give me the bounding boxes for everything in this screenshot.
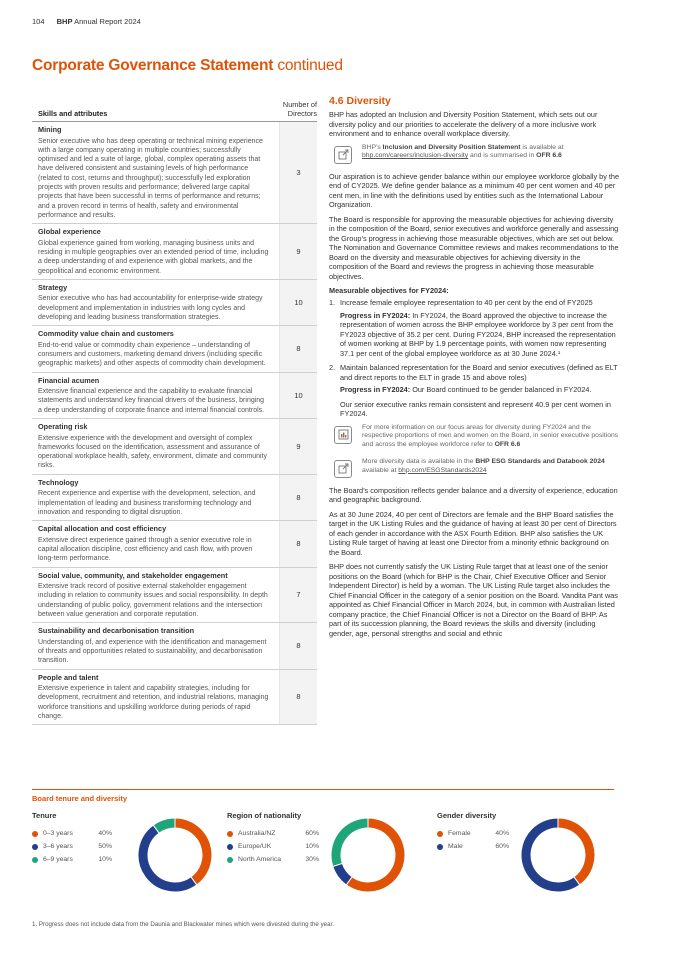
skill-cell bbox=[32, 122, 277, 223]
legend-label: 3–6 years bbox=[43, 843, 73, 850]
director-count: 10 bbox=[279, 280, 317, 325]
skill-title: Capital allocation and cost efficiency bbox=[38, 524, 167, 534]
director-count: 7 bbox=[279, 568, 317, 623]
diversity-paragraph-4: The Board’s composition reflects gender balance and a diversity of experience, education and geographic background. bbox=[329, 485, 618, 505]
diversity-title: 4.6 Diversity bbox=[329, 95, 391, 107]
legend-value: 60% bbox=[305, 830, 319, 837]
directors-column-header: Number of Directors bbox=[282, 100, 317, 118]
director-count: 9 bbox=[279, 419, 317, 474]
tenure-legend bbox=[32, 827, 112, 866]
region-legend bbox=[227, 827, 319, 866]
legend-item bbox=[227, 853, 319, 866]
skill-title: Global experience bbox=[38, 227, 101, 237]
legend-swatch bbox=[227, 831, 233, 837]
director-count: 8 bbox=[279, 326, 317, 371]
skill-description: End-to-end value or commodity chain experience – understanding of consumers and customers, marketing demand drivers (including specific geographic markets) and other aspects of commodity chain development. bbox=[38, 341, 266, 368]
page-title bbox=[32, 57, 343, 75]
director-count: 9 bbox=[279, 224, 317, 279]
callout3-mid: available at bbox=[362, 466, 399, 474]
legend-label: North America bbox=[238, 856, 282, 863]
legend-swatch bbox=[437, 831, 443, 837]
director-count: 3 bbox=[279, 122, 317, 223]
table-row bbox=[32, 623, 317, 669]
legend-label: Australia/NZ bbox=[238, 830, 276, 837]
donut-slice bbox=[331, 818, 368, 866]
chart-icon bbox=[334, 426, 352, 444]
title-continued: continued bbox=[277, 57, 343, 74]
skill-title: Strategy bbox=[38, 282, 68, 292]
skills-column-header: Skills and attributes bbox=[38, 109, 108, 118]
table-row bbox=[32, 568, 317, 624]
objective-2-text: Maintain balanced representation for the Board and senior executives (defined as ELT and direct reports to the ELT in grade 15 and above roles) bbox=[340, 363, 618, 382]
objective-1-progress bbox=[340, 311, 619, 359]
legend-item bbox=[227, 827, 319, 840]
external-link-icon bbox=[334, 460, 352, 478]
title-main: Corporate Governance Statement bbox=[32, 57, 274, 74]
legend-value: 10% bbox=[98, 856, 112, 863]
gender-donut-chart bbox=[518, 815, 598, 895]
legend-value: 40% bbox=[495, 830, 509, 837]
legend-swatch bbox=[32, 844, 38, 850]
legend-swatch bbox=[227, 857, 233, 863]
board-tenure-title: Board tenure and diversity bbox=[32, 794, 128, 803]
objective-2 bbox=[329, 363, 619, 382]
legend-value: 30% bbox=[305, 856, 319, 863]
diversity-paragraph-5: As at 30 June 2024, 40 per cent of Directors are female and the BHP Board satisfies the target in the UK Listing Rules and the guidance of having at least 30 per cent of Directors of each gender in accordance with the ASX Fourth Edition. BHP also satisfies the UK Listing Rule target of having at least one Director from a minority ethnic background on the Board. bbox=[329, 509, 617, 557]
skill-description: Extensive financial experience and the capability to evaluate financial statements and understand key financial drivers of the business, bringing a deep understanding of corporate finance and internal financial controls. bbox=[38, 388, 265, 414]
callout3-pre: More diversity data is available in the bbox=[362, 457, 476, 465]
skill-description: Senior executive who has deep operating or technical mining experience with a large company operating in multiple countries; successfully optimised and led a suite of large, global, complex operating assets that have delivered consistent and sustaining levels of high performance (related to cost, returns and throughput); successfully led exploration projects with proven results and performance; delivered large capital projects that have been successful in terms of performance and returns; and a proven record in terms of health, safety and environmental performance and results. bbox=[38, 137, 263, 219]
skill-description: Global experience gained from working, managing business units and residing in multiple geographies over an extended period of time, including a deep understanding of and experience with global markets, and the geopolitical and economic environment. bbox=[38, 239, 269, 275]
skill-title: Financial acumen bbox=[38, 375, 100, 385]
skill-title: Sustainability and decarbonisation transition bbox=[38, 626, 195, 636]
callout1-bold: Inclusion and Diversity Position Statement bbox=[382, 143, 521, 151]
skill-cell bbox=[32, 568, 277, 623]
skill-title: Mining bbox=[38, 125, 62, 134]
footnote: 1. Progress does not include data from the Daunia and Blackwater mines which were divested during the year. bbox=[32, 921, 334, 928]
skills-table-header bbox=[32, 96, 317, 122]
gender-chart-title: Gender diversity bbox=[437, 811, 497, 820]
legend-label: Female bbox=[448, 830, 471, 837]
skill-title: Technology bbox=[38, 477, 79, 487]
legend-swatch bbox=[227, 844, 233, 850]
legend-value: 40% bbox=[98, 830, 112, 837]
objective-1-progress-label: Progress in FY2024: bbox=[340, 310, 411, 320]
director-count: 10 bbox=[279, 373, 317, 418]
legend-value: 50% bbox=[98, 843, 112, 850]
callout-esg-databook bbox=[329, 458, 619, 478]
table-row bbox=[32, 521, 317, 567]
page-header bbox=[32, 17, 141, 26]
diversity-section bbox=[329, 95, 619, 643]
table-row bbox=[32, 670, 317, 726]
skill-cell bbox=[32, 326, 277, 371]
skill-description: Extensive track record of positive external stakeholder engagement including in relation to community issues and social responsibility. In depth understanding of public policy, government relations and the intersection between value generation and corporate reputation. bbox=[38, 583, 268, 618]
table-row bbox=[32, 475, 317, 521]
legend-item bbox=[32, 840, 112, 853]
table-row bbox=[32, 373, 317, 419]
skill-cell bbox=[32, 280, 277, 325]
skill-description: Understanding of, and experience with the identification and management of threats and opportunities related to sustainability, and decarbonisation transition. bbox=[38, 638, 267, 665]
skill-cell bbox=[32, 521, 277, 566]
skill-title: People and talent bbox=[38, 672, 99, 682]
skill-description: Extensive experience in talent and capability strategies, including for development, recruitment and retention, and industrial relations, managing workforce transitions and upskilling workforce during periods of rapid change. bbox=[38, 685, 269, 720]
diversity-paragraph-1: BHP has adopted an Inclusion and Diversity Position Statement, which sets out our diversity policy and our priorities to accelerate the delivery of a more inclusive work environment and to enhance overall workplace diversity. bbox=[329, 110, 598, 138]
table-row bbox=[32, 326, 317, 372]
legend-label: 0–3 years bbox=[43, 830, 73, 837]
skill-description: Senior executive who has had accountability for enterprise-wide strategy development and implementation in industries with long cycles and developing and leading business transformation strategies. bbox=[38, 295, 263, 321]
legend-value: 60% bbox=[495, 843, 509, 850]
skill-description: Extensive experience with the development and oversight of complex frameworks focused on the identification, assessment and assurance of operational workplace health, safety, environment, climate and community risks. bbox=[38, 434, 268, 470]
callout3-link[interactable]: bhp.com/ESGStandards2024 bbox=[398, 466, 487, 474]
tenure-donut-chart bbox=[135, 815, 215, 895]
legend-swatch bbox=[437, 844, 443, 850]
skills-table-body bbox=[32, 122, 317, 725]
objectives-heading: Measurable objectives for FY2024: bbox=[329, 286, 449, 295]
objective-2-progress bbox=[340, 385, 619, 395]
callout1-link[interactable]: bhp.com/careers/inclusion-diversity bbox=[362, 152, 469, 160]
legend-label: 6–9 years bbox=[43, 856, 73, 863]
objective-2-progress-label: Progress in FY2024: bbox=[340, 385, 411, 394]
callout2-ref[interactable]: OFR 6.6 bbox=[494, 441, 521, 449]
legend-item bbox=[32, 827, 112, 840]
diversity-paragraph-3: The Board is responsible for approving the measurable objectives for achieving diversity in the composition of the Board, senior executives and workforce generally and assessing the Group’s progress in achieving those measurable objectives, which are set out below. The Nomination and Governance Committee reviews and makes recommendations to the Board on the diversity and measurable objectives for achieving diversity in the composition of the Board and reviews the progress in achieving those measurable objectives. bbox=[329, 214, 619, 281]
objective-2-extra: Our senior executive ranks remain consistent and represent 40.9 per cent women in FY2024. bbox=[340, 399, 611, 418]
legend-item bbox=[32, 853, 112, 866]
legend-label: Europe/UK bbox=[238, 843, 272, 850]
callout1-pre: BHP’s bbox=[362, 143, 383, 151]
external-link-icon bbox=[334, 146, 352, 164]
legend-item bbox=[437, 840, 509, 853]
director-count: 8 bbox=[279, 521, 317, 566]
skill-title: Operating risk bbox=[38, 422, 88, 432]
skills-table bbox=[32, 96, 317, 725]
callout3-bold: BHP ESG Standards and Databook 2024 bbox=[475, 457, 605, 465]
legend-value: 10% bbox=[305, 843, 319, 850]
callout1-mid: is available at bbox=[520, 143, 564, 151]
director-count: 8 bbox=[279, 670, 317, 725]
donut-slice bbox=[175, 818, 212, 885]
tenure-chart-legend bbox=[32, 811, 112, 866]
tenure-chart-title: Tenure bbox=[32, 811, 57, 820]
callout1-ref[interactable]: OFR 6.6 bbox=[536, 152, 562, 160]
callout2-text: For more information on our focus areas for diversity during FY2024 and the respective proportions of men and women on the Board, in senior executive positions and across the employee workforce refer to bbox=[362, 423, 619, 449]
section-divider bbox=[32, 789, 614, 790]
table-row bbox=[32, 122, 317, 224]
skill-cell bbox=[32, 475, 277, 520]
table-row bbox=[32, 419, 317, 475]
callout-focus-areas bbox=[329, 424, 619, 450]
skill-cell bbox=[32, 224, 277, 279]
region-donut-chart bbox=[328, 815, 408, 895]
legend-swatch bbox=[32, 831, 38, 837]
skill-cell bbox=[32, 373, 277, 418]
legend-item bbox=[437, 827, 509, 840]
skill-description: Recent experience and expertise with the development, selection, and implementation of leading and business transforming technology and innovation and responding to digital disruption. bbox=[38, 490, 256, 516]
objective-2-number: 2. bbox=[329, 363, 336, 372]
callout1-post: and is summarised in bbox=[468, 152, 537, 160]
donut-slice bbox=[558, 818, 595, 885]
skill-cell bbox=[32, 419, 277, 474]
gender-chart-legend bbox=[437, 811, 509, 853]
report-name: Annual Report 2024 bbox=[74, 17, 141, 26]
objective-1-number: 1. bbox=[329, 298, 336, 307]
skill-description: Extensive direct experience gained through a senior executive role in capital allocation discipline, cost efficiency and cash flow, with proven long-term performance. bbox=[38, 536, 253, 563]
region-chart-legend bbox=[227, 811, 319, 866]
table-row bbox=[32, 280, 317, 326]
diversity-paragraph-2: Our aspiration is to achieve gender balance within our employee workforce globally by the end of CY2025. We define gender balance as a minimum 40 per cent women and 40 per cent men, in line with the definitions used by entities such as the International Labour Organization. bbox=[329, 171, 620, 209]
director-count: 8 bbox=[279, 475, 317, 520]
objective-1-progress-text: In FY2024, the Board approved the objective to increase the representation of women across the BHP employee workforce by 3 per cent from the FY2023 objective of 35.2 per cent. During FY2024, BHP increased the representation of women working at BHP by 1.9 percentage points, with women now representing 37.1 per cent of the global employee workforce as at 30 June 2024.¹ bbox=[340, 310, 616, 358]
legend-item bbox=[227, 840, 319, 853]
skill-cell bbox=[32, 670, 277, 725]
donut-slice bbox=[138, 825, 197, 892]
legend-label: Male bbox=[448, 843, 463, 850]
objective-2-progress-text: Our Board continued to be gender balanced in FY2024. bbox=[410, 385, 592, 394]
page-number: 104 bbox=[32, 17, 45, 26]
objective-1-text: Increase female employee representation to 40 per cent by the end of FY2025 bbox=[340, 298, 593, 307]
legend-swatch bbox=[32, 857, 38, 863]
objective-1 bbox=[329, 298, 619, 308]
director-count: 8 bbox=[279, 623, 317, 668]
gender-legend bbox=[437, 827, 509, 853]
diversity-paragraph-6: BHP does not currently satisfy the UK Listing Rule target that at least one of the senior positions on the Board (which for BHP is the Chair, Chief Executive Officer and Senior Independent Director) is held by a woman. The UK Listing Rule target also includes the Chief Financial Officer in the category of a senior position on the Board. Vandita Pant was appointed as Chief Financial Officer in March 2024, but, in common with Australian listed company practice, the Chief Financial Officer is not a Director on the Board of BHP. As part of its succession planning, the Board reviews the skills and diversity (including gender, age, personal strengths and social and ethnic bbox=[329, 562, 618, 638]
skill-title: Commodity value chain and customers bbox=[38, 329, 174, 339]
skill-cell bbox=[32, 623, 277, 668]
brand-name: BHP bbox=[56, 17, 73, 26]
skill-title: Social value, community, and stakeholder engagement bbox=[38, 570, 228, 580]
table-row bbox=[32, 224, 317, 280]
region-chart-title: Region of nationality bbox=[227, 811, 302, 820]
callout-position-statement bbox=[329, 144, 619, 164]
